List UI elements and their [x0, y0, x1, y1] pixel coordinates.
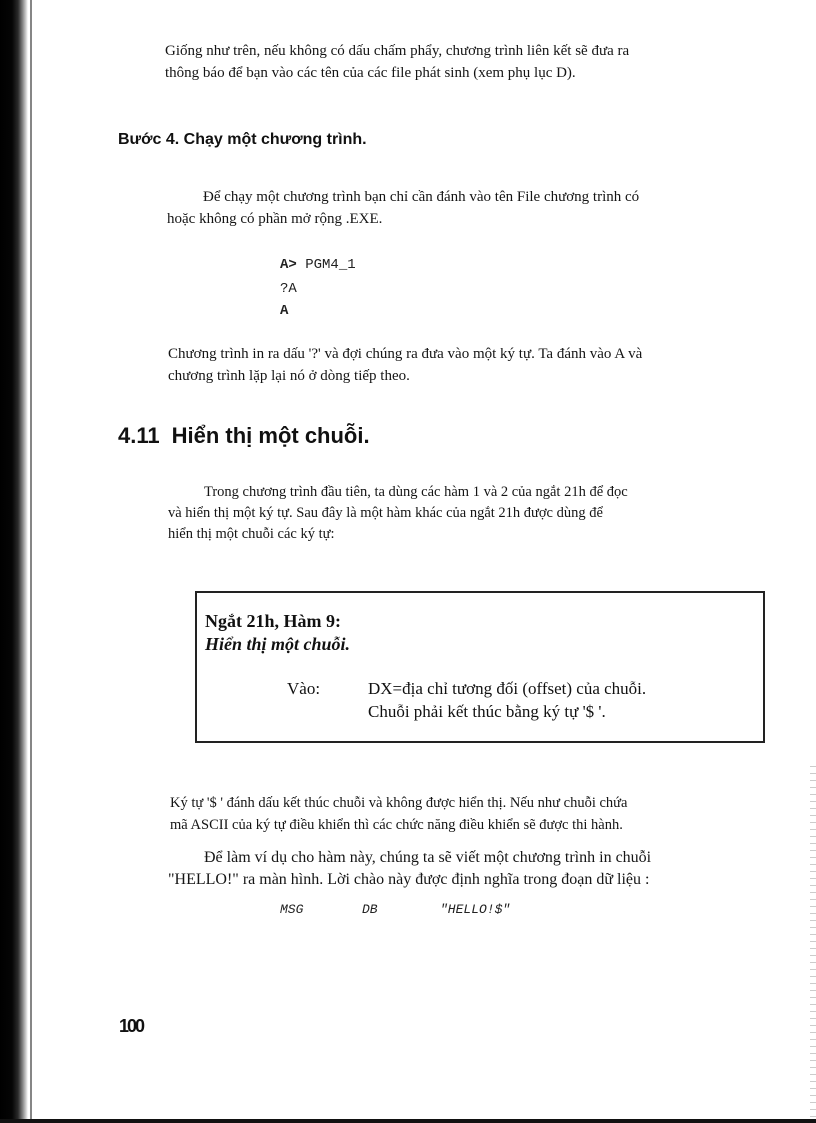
text-line: hiển thị một chuỗi các ký tự: — [168, 526, 335, 542]
text-line: hoặc không có phần mở rộng .EXE. — [167, 211, 383, 227]
dollar-paragraph — [170, 792, 786, 836]
section-title: Hiển thị một chuỗi. — [171, 423, 370, 448]
run-paragraph — [167, 186, 780, 230]
page-edge-line — [30, 0, 32, 1123]
console-command: PGM4_1 — [305, 257, 356, 273]
text-line: thông báo để bạn vào các tên của các file phát sinh (xem phụ lục D). — [165, 65, 576, 81]
input-line: Chuỗi phải kết thúc bằng ký tự '$ '. — [368, 702, 606, 721]
function-box — [195, 591, 765, 743]
text-line: Chương trình in ra dấu '?' và đợi chúng ra đưa vào một ký tự. Ta đánh vào A và — [168, 346, 643, 362]
text-line: Giống như trên, nếu không có dấu chấm phẩy, chương trình liên kết sẽ đưa ra — [165, 43, 630, 59]
text-line: Ký tự '$ ' đánh dấu kết thúc chuỗi và không được hiển thị. Nếu như chuỗi chứa — [170, 795, 628, 811]
console-line-3: A — [280, 303, 289, 319]
text-line: mã ASCII của ký tự điều khiển thì các chức năng điều khiển sẽ được thi hành. — [170, 817, 623, 833]
section-heading — [118, 423, 370, 449]
function-subtitle: Hiển thị một chuỗi. — [205, 634, 351, 654]
text-line: "HELLO!" ra màn hình. Lời chào này được định nghĩa trong đoạn dữ liệu : — [168, 871, 650, 888]
console-line-2: ?A — [280, 281, 297, 297]
book-binding-shadow — [0, 0, 28, 1123]
page-number: 100 — [119, 1016, 144, 1036]
input-label: Vào: — [287, 679, 321, 698]
text-line: và hiển thị một ký tự. Sau đây là một hàm khác của ngắt 21h được dùng để — [168, 505, 603, 521]
scan-noise — [810, 760, 816, 1123]
section-number: 4.11 — [118, 423, 160, 448]
section-paragraph — [168, 482, 786, 545]
explain-paragraph — [168, 343, 780, 387]
intro-paragraph — [165, 40, 781, 84]
input-line: DX=địa chỉ tương đối (offset) của chuỗi. — [368, 679, 647, 698]
text-line: Để làm ví dụ cho hàm này, chúng ta sẽ viết một chương trình in chuỗi — [204, 849, 652, 866]
function-title: Ngắt 21h, Hàm 9: — [205, 611, 341, 631]
text-line: chương trình lặp lại nó ở dòng tiếp theo. — [168, 368, 410, 384]
console-prompt: A> — [280, 257, 297, 273]
console-line-1 — [280, 257, 356, 273]
text-line: Trong chương trình đầu tiên, ta dùng các hàm 1 và 2 của ngắt 21h để đọc — [204, 484, 628, 500]
text-line: Để chạy một chương trình bạn chỉ cần đánh vào tên File chương trình có — [203, 189, 640, 205]
data-def-value: "HELLO!$" — [440, 902, 511, 917]
data-def-name: MSG — [280, 902, 304, 917]
step-heading: Bước 4. Chạy một chương trình. — [118, 131, 367, 148]
example-paragraph — [168, 847, 786, 891]
data-def-directive: DB — [362, 902, 378, 917]
page-bottom-edge — [0, 1119, 816, 1123]
